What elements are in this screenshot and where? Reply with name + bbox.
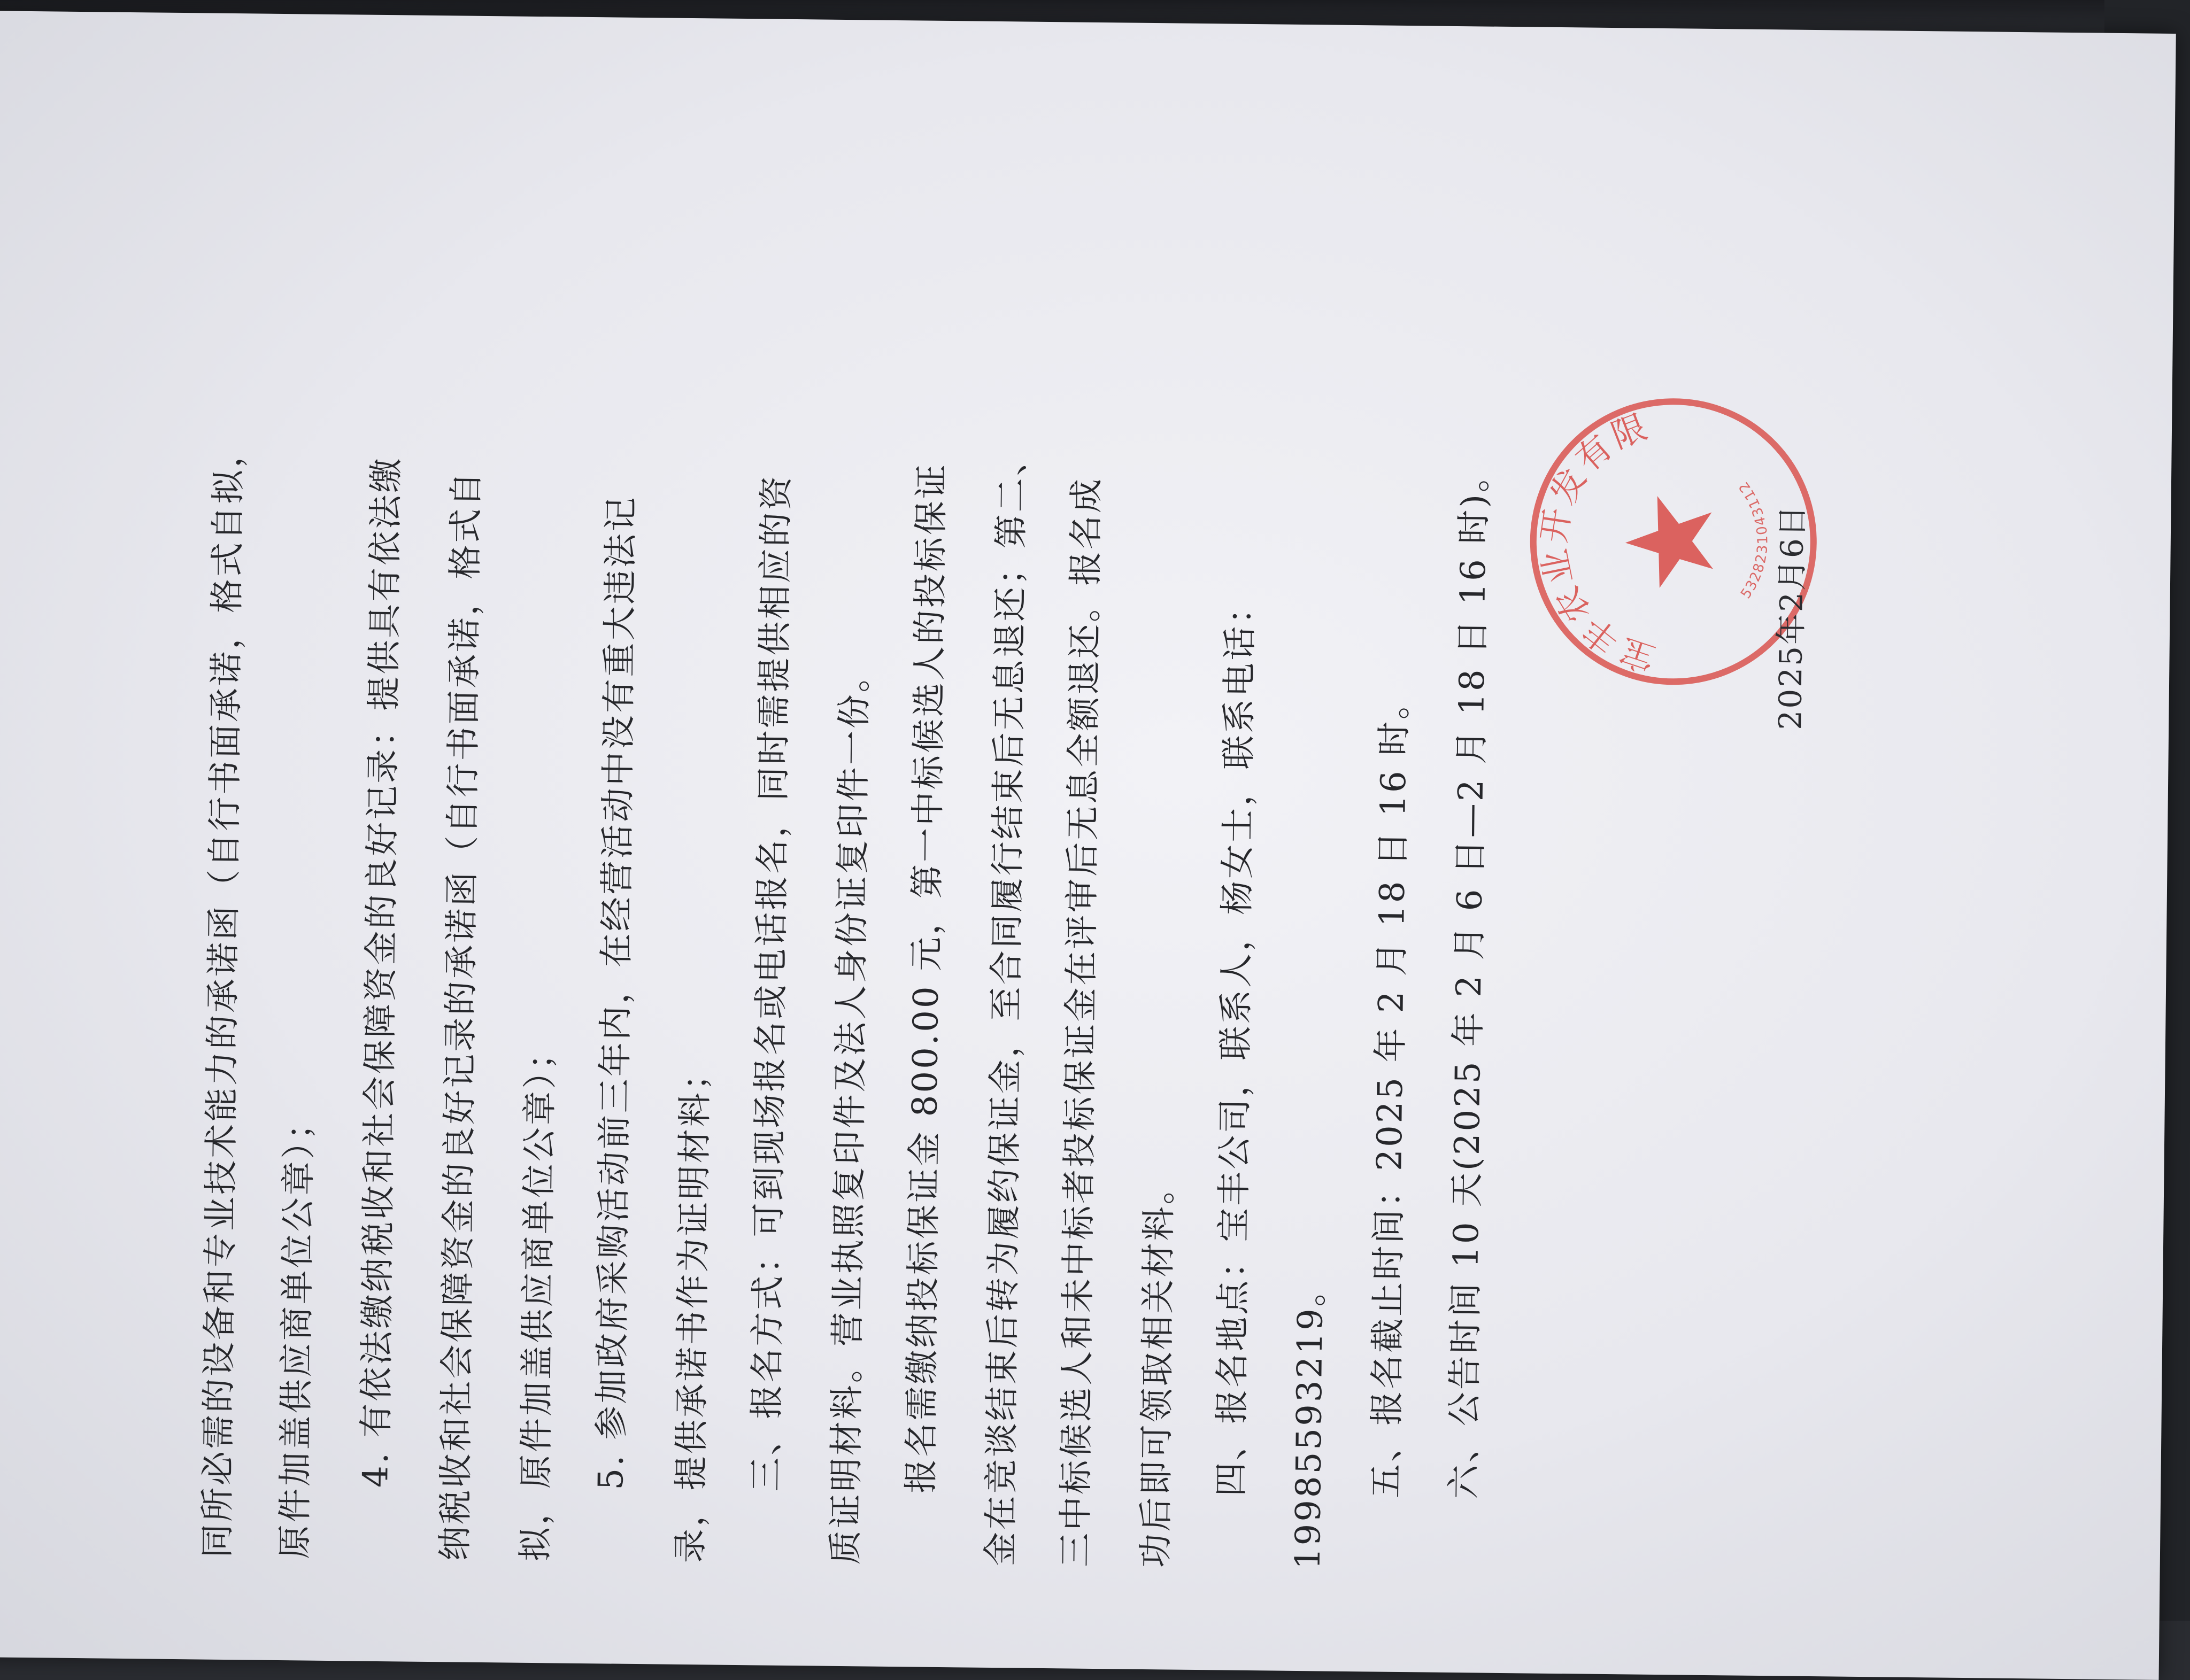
- text-line: 质证明材料。营业执照复印件及法人身份证复印件一份。: [826, 655, 875, 1565]
- text-line: 5. 参加政府采购活动前三年内，在经营活动中没有重大违法记: [591, 494, 642, 1490]
- text-line: 录，提供承诺书作为证明材料；: [670, 1054, 716, 1563]
- document-date: 2025年2月6日: [1772, 504, 1811, 730]
- text-line: 四、报名地点：宝丰公司，联系人，杨女士，联系电话：: [1212, 587, 1261, 1497]
- paper-sheet: [0, 11, 2176, 1680]
- text-line: 4. 有依法缴纳税收和社会保障资金的良好记录：提供具有依法缴: [356, 456, 407, 1488]
- star-icon: [1624, 494, 1714, 589]
- text-line: 三、报名方式：可到现场报名或电话报名，同时需提供相应的资: [746, 474, 797, 1492]
- text-line: 三中标候选人和未中标者投标保证金在评审后无息全额退还。报名成: [1055, 476, 1107, 1568]
- text-line: 19985593219。: [1288, 1269, 1331, 1570]
- text-line: 同所必需的设备和专业技术能力的承诺函（自行书面承诺，格式自拟，: [197, 431, 249, 1559]
- document-page: [123, 221, 1580, 1572]
- seal-code: 5328231043112: [1735, 477, 1771, 602]
- svg-text:元谋宝丰农业开发有限公司: [1520, 406, 1662, 695]
- text-line: 五、报名截止时间：2025 年 2 月 18 日 16 时。: [1367, 683, 1415, 1499]
- text-line: 功后即可领取相关材料。: [1136, 1167, 1180, 1568]
- text-line: 六、公告时间 10 天(2025 年 2 月 6 日—2 月 18 日 16 时)。: [1444, 455, 1495, 1499]
- text-line: 纳税收和社会保障资金的良好记录的承诺函（自行书面承诺，格式自: [435, 470, 487, 1561]
- text-line: 原件加盖供应商单位公章）；: [275, 1103, 320, 1559]
- text-line: 拟，原件加盖供应商单位公章）；: [515, 1033, 561, 1562]
- seal-text: 元谋宝丰农业开发有限公司: [1534, 406, 1660, 679]
- text-line: 报名需缴纳投标保证金 800.00 元，第一中标候选人的投标保证: [901, 462, 952, 1494]
- text-line: 金在竞谈结束后转为履约保证金，至合同履行结束后无息退还；第二、: [981, 439, 1032, 1567]
